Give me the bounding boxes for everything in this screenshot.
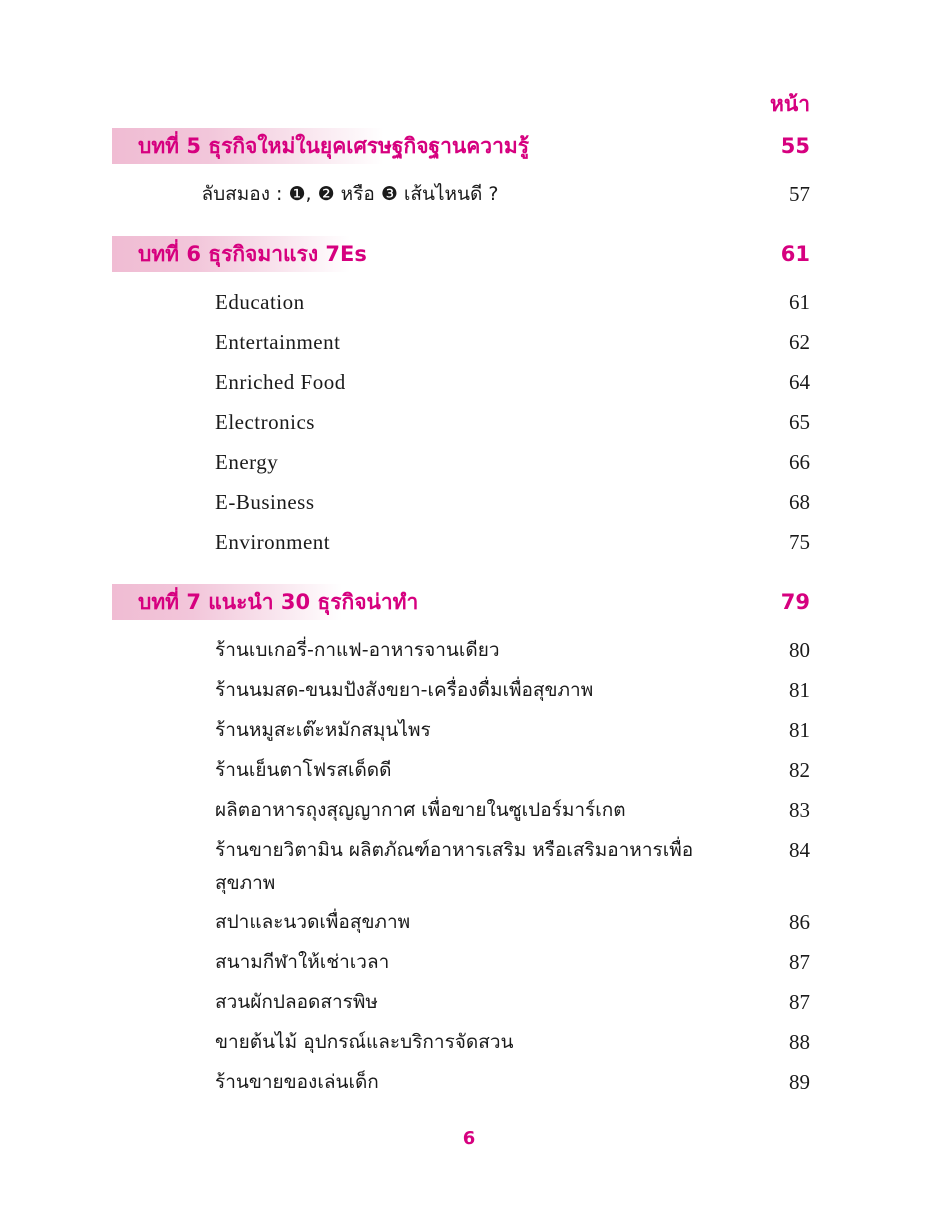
- toc-entry[interactable]: [0, 750, 938, 790]
- toc-entry-label: ร้านหมูสะเต๊ะหมักสมุนไพร: [215, 719, 431, 741]
- toc-entry-label: Education: [215, 290, 305, 314]
- toc-entry-page-number: 62: [789, 330, 810, 354]
- toc-entry-label: ผลิตอาหารถุงสุญญากาศ เพื่อขายในซูเปอร์มาร์เกต: [215, 799, 626, 821]
- toc-entry[interactable]: [0, 1022, 938, 1062]
- chapter-row[interactable]: [0, 128, 938, 164]
- spacer: [0, 620, 938, 630]
- toc-entry[interactable]: [0, 322, 938, 362]
- spacer: [0, 272, 938, 282]
- toc-entry-page-number: 89: [789, 1070, 810, 1094]
- toc-entry[interactable]: [0, 710, 938, 750]
- toc-entry-page-number: 82: [789, 758, 810, 782]
- toc-entry-page-number: 57: [789, 182, 810, 206]
- toc-entry-page-number: 87: [789, 990, 810, 1014]
- toc-entry[interactable]: [0, 482, 938, 522]
- toc-entry-page-number: 68: [789, 490, 810, 514]
- toc-entry-label: ร้านเบเกอรี่-กาแฟ-อาหารจานเดียว: [215, 639, 500, 661]
- toc-entry-page-number: 86: [789, 910, 810, 934]
- chapter-row[interactable]: [0, 236, 938, 272]
- chapter-title: บทที่ 6 ธุรกิจมาแรง 7Es: [138, 242, 367, 266]
- toc-entry-label: Environment: [215, 530, 331, 554]
- toc-entry[interactable]: [0, 522, 938, 562]
- toc-entry-page-number: 83: [789, 798, 810, 822]
- toc-entry[interactable]: [0, 442, 938, 482]
- toc-entry-page-number: 64: [789, 370, 810, 394]
- toc-entry-label: E-Business: [215, 490, 315, 514]
- chapter-title: บทที่ 7 แนะนำ 30 ธุรกิจน่าทำ: [138, 590, 419, 614]
- toc-entry-label: ร้านเย็นตาโฟรสเด็ดดี: [215, 759, 392, 781]
- toc-entry-label: ลับสมอง : ❶, ❷ หรือ ❸ เส้นไหนดี ?: [201, 183, 499, 205]
- toc-entry-label: Entertainment: [215, 330, 341, 354]
- toc-entry-label: สวนผักปลอดสารพิษ: [215, 991, 378, 1013]
- spacer: [0, 164, 938, 174]
- toc-entry[interactable]: [0, 982, 938, 1022]
- toc-entry-page-number: 88: [789, 1030, 810, 1054]
- toc-entry-page-number: 66: [789, 450, 810, 474]
- table-of-contents: [0, 128, 938, 1112]
- toc-entry[interactable]: [0, 670, 938, 710]
- toc-entry-label: ร้านนมสด-ขนมปังสังขยา-เครื่องดื่มเพื่อสุขภาพ: [215, 679, 594, 701]
- toc-entry[interactable]: [0, 942, 938, 982]
- toc-entry-label: Enriched Food: [215, 370, 346, 394]
- toc-entry-label: Electronics: [215, 410, 315, 434]
- chapter-row[interactable]: [0, 584, 938, 620]
- toc-entry-page-number: 81: [789, 718, 810, 742]
- toc-entry-page-number: 87: [789, 950, 810, 974]
- toc-entry[interactable]: [0, 630, 938, 670]
- spacer: [0, 562, 938, 584]
- toc-entry-page-number: 84: [789, 838, 810, 862]
- chapter-page-number: 61: [780, 242, 810, 266]
- toc-entry[interactable]: [0, 282, 938, 322]
- toc-entry-page-number: 75: [789, 530, 810, 554]
- toc-entry-label: ร้านขายวิตามิน ผลิตภัณฑ์อาหารเสริม หรือเสริมอาหารเพื่อสุขภาพ: [215, 839, 694, 894]
- toc-entry-label: Energy: [215, 450, 279, 474]
- toc-entry-page-number: 65: [789, 410, 810, 434]
- toc-entry-label: ร้านขายของเล่นเด็ก: [215, 1071, 379, 1093]
- chapter-page-number: 79: [780, 590, 810, 614]
- toc-entry[interactable]: [0, 402, 938, 442]
- toc-entry[interactable]: [0, 1062, 938, 1102]
- spacer: [0, 1102, 938, 1112]
- toc-entry[interactable]: [0, 790, 938, 830]
- toc-entry-label: สปาและนวดเพื่อสุขภาพ: [215, 911, 411, 933]
- toc-entry-page-number: 80: [789, 638, 810, 662]
- page-folio: 6: [462, 1128, 476, 1149]
- chapter-title: บทที่ 5 ธุรกิจใหม่ในยุคเศรษฐกิจฐานความรู้: [138, 134, 529, 158]
- toc-entry[interactable]: [0, 830, 938, 902]
- toc-entry-label: สนามกีฬาให้เช่าเวลา: [215, 951, 390, 973]
- toc-entry-label: ขายต้นไม้ อุปกรณ์และบริการจัดสวน: [215, 1031, 514, 1053]
- toc-entry[interactable]: [0, 902, 938, 942]
- toc-entry[interactable]: [0, 362, 938, 402]
- page-column-header: หน้า: [770, 92, 810, 116]
- toc-entry-page-number: 81: [789, 678, 810, 702]
- spacer: [0, 214, 938, 236]
- toc-entry-page-number: 61: [789, 290, 810, 314]
- chapter-page-number: 55: [780, 134, 810, 158]
- toc-entry[interactable]: [0, 174, 938, 214]
